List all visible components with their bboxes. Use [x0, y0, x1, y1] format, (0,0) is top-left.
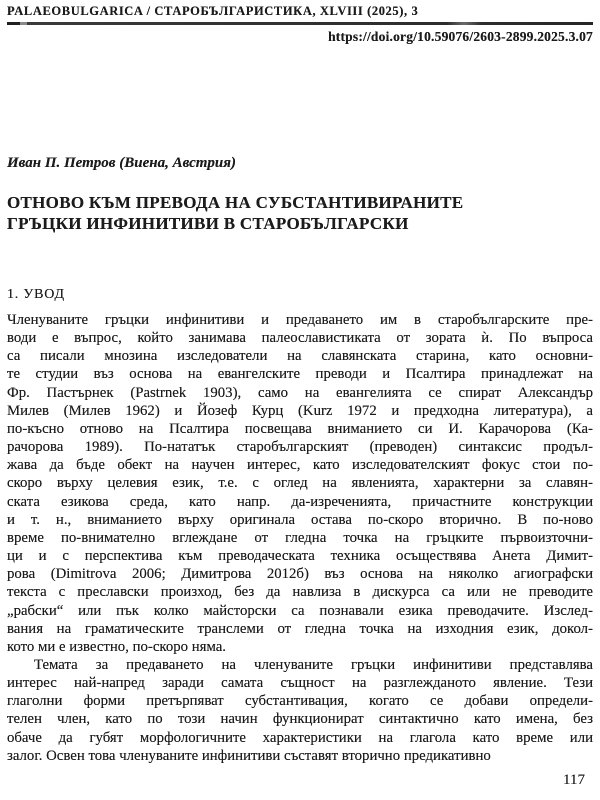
page-number: 117 [563, 772, 585, 788]
text-line: Милев (Милев 1962) и Йозеф Курц (Kurz 1972 и предходна литература), а [7, 402, 593, 419]
text-line: „рабски“ или пък колко майсторски са познавали езика преводачите. Изслед- [7, 602, 593, 619]
text-line: интерес най-напред заради самата същност на разглежданото явление. Тези [7, 675, 593, 692]
text-line: те студии въз основа на евангелските преводи и Псалтира принадлежат на [7, 366, 593, 383]
text-line: вания на граматическите транслеми от гледна точка на изходния език, докол- [7, 620, 593, 637]
text-line: ската езикова среда, като напр. да-изреченията, причастните конструкции [7, 493, 593, 510]
text-line: ци и с перспектива към преводаческата техника осъществява Анета Димит- [7, 548, 593, 565]
text-line: жава да бъде обект на научен интерес, като изследователският фокус стои по- [7, 457, 593, 474]
paragraph-2 [7, 656, 593, 765]
text-line: скоро върху целевия език, т.е. с оглед на явленията, характерни за славян- [7, 475, 593, 492]
text-line: по-късно отново на Псалтира посвещава вниманието си И. Карачорова (Ка- [7, 420, 593, 437]
text-line: и т. н., вниманието върху оригинала остава по-скоро вторично. В по-ново [7, 511, 593, 528]
text-line: са писали мнозина изследователи на славянската старина, като основни- [7, 348, 593, 365]
text-line: глаголни форми претърпяват субстантивация, когато се добави определи- [7, 693, 593, 710]
text-line: текста с преславски произход, без да навлиза в дискурса са или не преводите [7, 584, 593, 601]
text-line: телен член, като по този начин функционират синтактично като имена, без [7, 711, 593, 728]
text-line: Членуваните гръцки инфинитиви и предаването им в старобългарските пре- [7, 312, 593, 328]
text-line: време по-внимателно вглеждане от гледна точка на гръцките първоизточни- [7, 529, 593, 546]
text-line: Фр. Пастърнек (Pastrnek 1903), само на евангелията се спират Александър [7, 384, 593, 401]
text-line: обаче да губят морфологичните характеристики на глагола като време или [7, 729, 593, 746]
section-heading: 1. УВОД [7, 287, 65, 302]
text-line: рова (Dimitrova 2006; Димитрова 2012б) въз основа на няколко агиографски [7, 566, 593, 583]
author-line: Иван П. Петров (Виена, Австрия) [7, 155, 236, 171]
text-line: води е въпрос, който занимава палеославистиката от зората ѝ. По въпроса [7, 330, 593, 347]
text-line: кото ми е известно, по-скоро няма. [7, 638, 227, 655]
article-title-line-2: ГРЪЦКИ ИНФИНИТИВИ В СТАРОБЪЛГАРСКИ [7, 214, 409, 233]
doi-text: https://doi.org/10.59076/2603-2899.2025.3.07 [328, 29, 593, 44]
text-line: рачорова 1989). По-нататък старобългарският (преводен) синтаксис продъл- [7, 439, 593, 456]
paragraph-1 [7, 311, 593, 656]
article-title [7, 192, 593, 234]
text-line: Темата за предаването на членуваните гръцки инфинитиви представлява [34, 656, 593, 673]
journal-title: PALAEOBULGARICA / СТАРОБЪЛГАРИСТИКА, XLVIII (2025), 3 [7, 4, 419, 18]
article-title-line-1: ОТНОВО КЪМ ПРЕВОДА НА СУБСТАНТИВИРАНИТЕ [7, 193, 464, 212]
header-rule [7, 22, 593, 25]
text-line: залог. Освен това членуваните инфинитиви съставят вторично предикативно [7, 747, 491, 764]
